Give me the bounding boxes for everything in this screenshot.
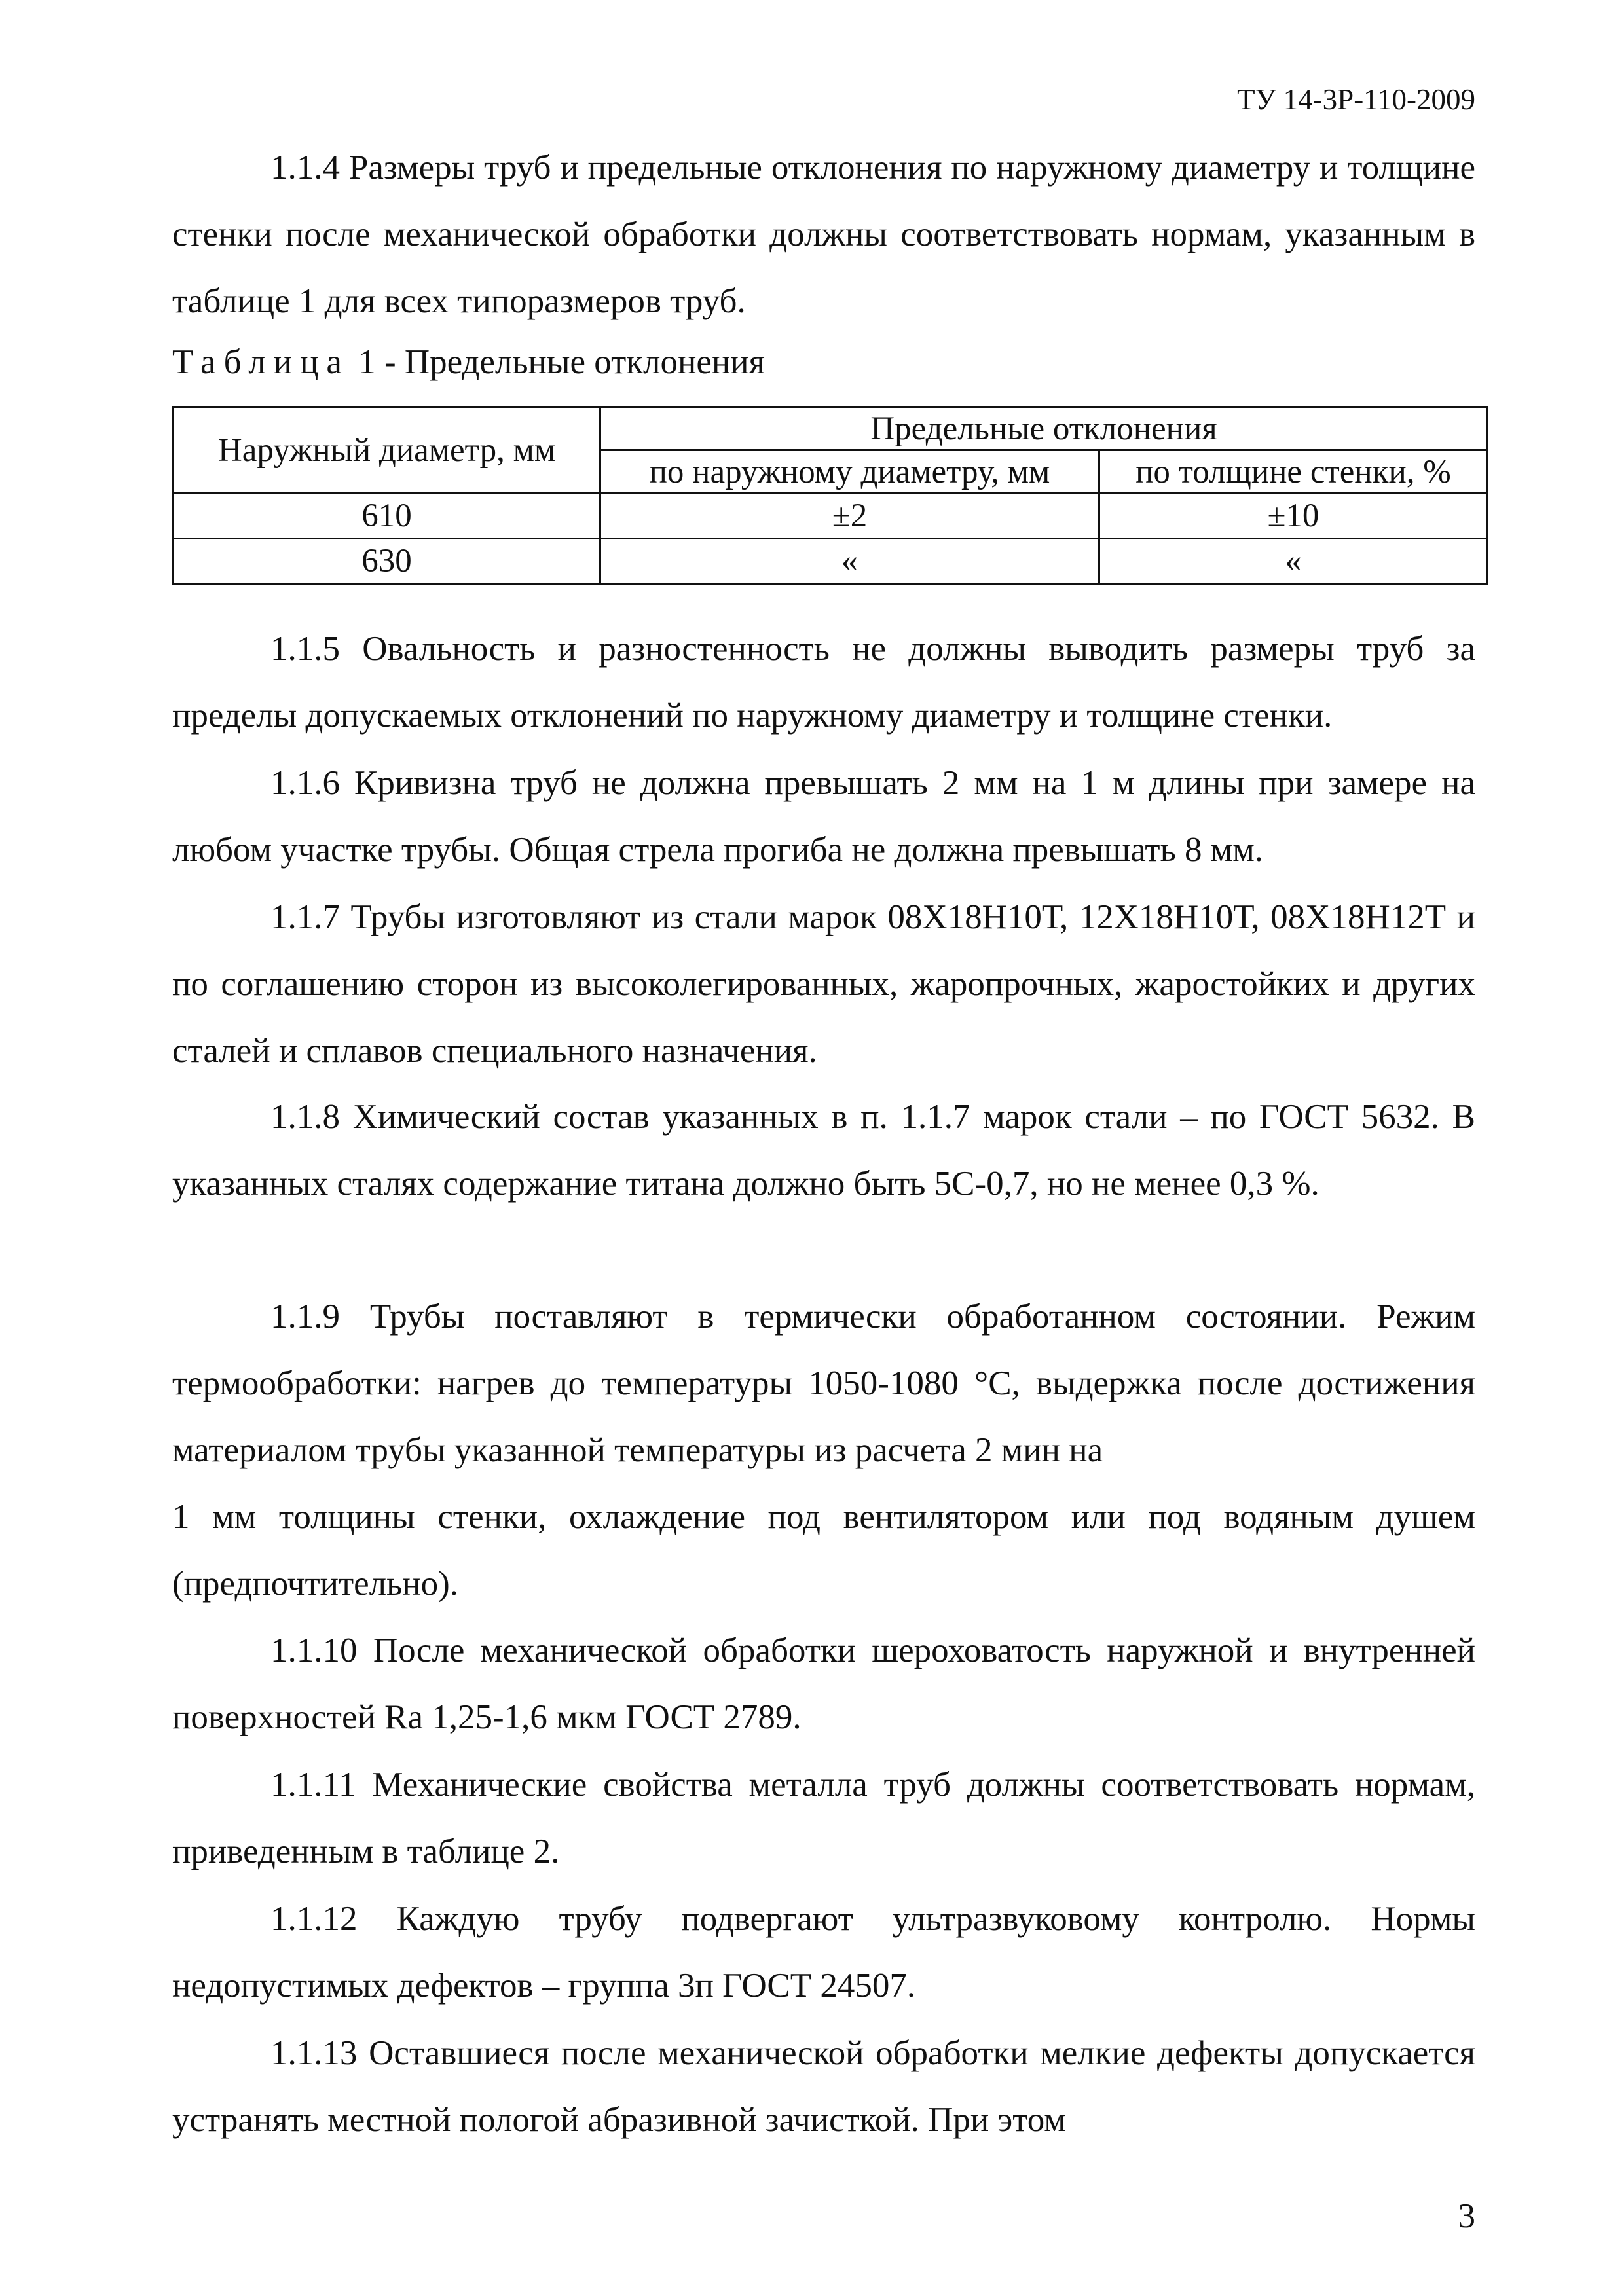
- header-deviation-wall: по толщине стенки, %: [1099, 450, 1487, 494]
- cell-diameter: 610: [174, 494, 600, 539]
- paragraph-1-1-7: 1.1.7 Трубы изготовляют из стали марок 08Х18Н10Т, 12Х18Н10Т, 08Х18Н12Т и по соглашению сторон из высоколегированных, жаропрочных, жаростойких и других сталей и сплавов специального назначения.: [172, 898, 1475, 1070]
- cell-outer-deviation: «: [600, 539, 1099, 584]
- paragraph-1-1-12: 1.1.12 Каждую трубу подвергают ультразвуковому контролю. Нормы недопустимых дефектов – группа 3п ГОСТ 24507.: [172, 1900, 1475, 2005]
- paragraph-1-1-10: 1.1.10 После механической обработки шероховатость наружной и внутренней поверхностей Ra 1,25-1,6 мкм ГОСТ 2789.: [172, 1631, 1475, 1736]
- header-deviation-outer-diameter: по наружному диаметру, мм: [600, 450, 1099, 494]
- document-code: ТУ 14-3Р-110-2009: [1237, 83, 1475, 116]
- table-caption: [172, 339, 765, 385]
- paragraph-1-1-8: 1.1.8 Химический состав указанных в п. 1.1.7 марок стали – по ГОСТ 5632. В указанных сталях содержание титана должно быть 5С-0,7, но не менее 0,3 %.: [172, 1098, 1475, 1203]
- table-caption-text: 1 - Предельные отклонения: [349, 343, 765, 381]
- header-deviations-group: Предельные отклонения: [600, 407, 1488, 450]
- table-row: [174, 539, 1488, 584]
- header-outer-diameter: Наружный диаметр, мм: [174, 407, 600, 494]
- paragraph-1-1-6: 1.1.6 Кривизна труб не должна превышать 2 мм на 1 м длины при замере на любом участке трубы. Общая стрела прогиба не должна превышать 8 мм.: [172, 764, 1475, 869]
- paragraph-1-1-11: 1.1.11 Механические свойства металла труб должны соответствовать нормам, приведенным в таблице 2.: [172, 1766, 1475, 1870]
- paragraph-1-1-9: 1.1.9 Трубы поставляют в термически обработанном состоянии. Режим термообработки: нагрев до температуры 1050-1080 °С, выдержка после достижения материалом трубы указанной температуры из расчета 2 мин на: [172, 1298, 1475, 1469]
- table-caption-word: Таблица: [172, 343, 350, 381]
- paragraph-1-1-4: 1.1.4 Размеры труб и предельные отклонения по наружному диаметру и толщине стенки после механической обработки должны соответствовать нормам, указанным в таблице 1 для всех типоразмеров труб.: [172, 149, 1475, 320]
- cell-wall-deviation: «: [1099, 539, 1487, 584]
- page-number: 3: [1458, 2197, 1475, 2235]
- paragraph-1-1-9-continued: 1 мм толщины стенки, охлаждение под вентилятором или под водяным душем (предпочтительно).: [172, 1498, 1475, 1603]
- paragraph-1-1-5: 1.1.5 Овальность и разностенность не должны выводить размеры труб за пределы допускаемых отклонений по наружному диаметру и толщине стенки.: [172, 630, 1475, 735]
- deviations-table: [172, 406, 1488, 585]
- cell-outer-deviation: ±2: [600, 494, 1099, 539]
- cell-wall-deviation: ±10: [1099, 494, 1487, 539]
- paragraph-1-1-13: 1.1.13 Оставшиеся после механической обработки мелкие дефекты допускается устранять местной пологой абразивной зачисткой. При этом: [172, 2034, 1475, 2139]
- table-row: [174, 494, 1488, 539]
- cell-diameter: 630: [174, 539, 600, 584]
